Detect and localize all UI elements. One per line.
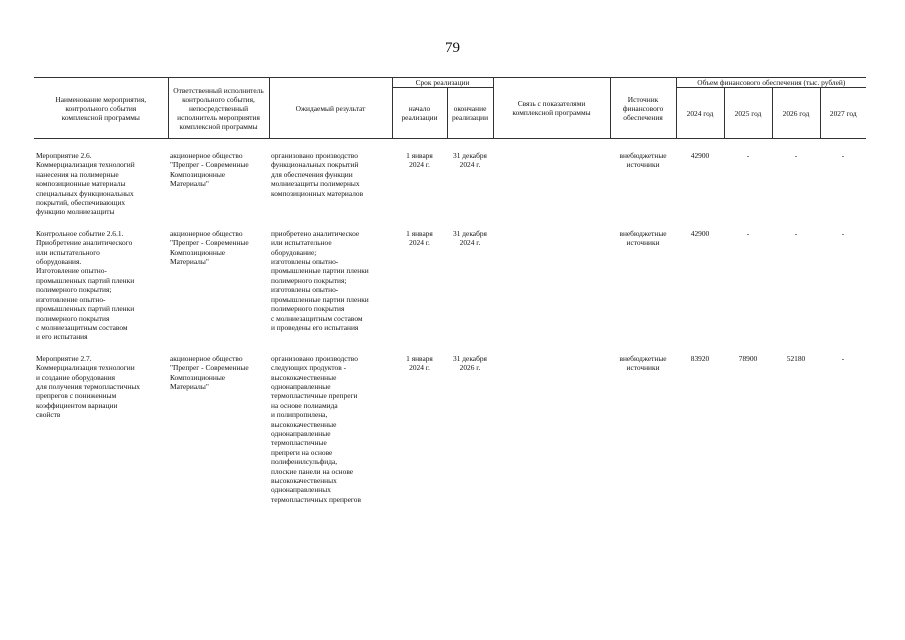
cell-start: 1 января 2024 г. [406, 228, 433, 248]
header-executor: Ответственный исполнитель контрольного события, непосредственный исполнитель мероприятия комплексной программы [168, 78, 269, 139]
table-header [34, 78, 866, 139]
cell-link [493, 344, 610, 507]
cell-source: внебюджетные источники [619, 228, 667, 248]
cell-link [493, 139, 610, 219]
cell-2024: 83920 [690, 353, 710, 363]
cell-result: приобретено аналитическое или испытательное оборудование; изготовлены опытно- промышленные партии пленки полимерного покрытия; изготовлены опытно- промышленные партии пленки полимерного покрытия с молниезащитным составом и проведены его испытания [271, 228, 369, 332]
header-result: Ожидаемый результат [269, 78, 392, 139]
cell-2025: - [746, 228, 750, 238]
cell-2027: - [841, 151, 845, 160]
complex-program-table [34, 77, 866, 506]
cell-executor: акционерное общество "Препрег - Современные Композиционные Материалы" [170, 151, 249, 189]
header-end: окончание реализации [447, 88, 493, 139]
header-year-2026: 2026 год [772, 88, 820, 139]
cell-link [493, 219, 610, 344]
cell-name: Мероприятие 2.6. Коммерциализация технологий нанесения на полимерные композиционные материалы специальных функциональных покрытий, обеспечивающих функцию молниезащиты [36, 151, 135, 217]
table-row [34, 219, 866, 344]
cell-start: 1 января 2024 г. [406, 151, 433, 170]
header-finance: Объем финансового обеспечения (тыс. рублей) [676, 78, 866, 88]
cell-end: 31 декабря 2024 г. [453, 151, 487, 170]
header-start: начало реализации [392, 88, 447, 139]
page-number: 79 [445, 40, 460, 56]
cell-2027: - [841, 228, 845, 238]
cell-result: организовано производство функциональных покрытий для обеспечения функции молниезащиты полимерных композиционных материалов [271, 151, 364, 198]
cell-2025: - [746, 151, 750, 160]
header-year-2025: 2025 год [724, 88, 772, 139]
cell-name: Мероприятие 2.7. Коммерциализация технологии и создание оборудования для получения термопластичных препрегов с пониженным коэффициентом вариации свойств [36, 353, 140, 420]
cell-2024: 42900 [690, 228, 710, 238]
cell-2025: 78900 [738, 353, 758, 363]
header-source: Источник финансового обеспечения [610, 78, 676, 139]
cell-2026: 52180 [786, 353, 806, 363]
header-name: Наименование мероприятия, контрольного события комплексной программы [34, 78, 168, 139]
cell-source: внебюджетные источники [619, 353, 667, 373]
table-row [34, 139, 866, 219]
cell-executor: акционерное общество "Препрег - Современные Композиционные Материалы" [170, 353, 249, 391]
cell-start: 1 января 2024 г. [406, 353, 433, 373]
table-row [34, 344, 866, 507]
header-link: Связь с показателями комплексной программы [493, 78, 610, 139]
cell-name: Контрольное событие 2.6.1. Приобретение аналитического или испытательного оборудования. Изготовление опытно- промышленных партий пленки полимерного покрытия; изготовление опытно- промышленных партий пленки полимерного покрытия с молниезащитным составом и его испытания [36, 228, 135, 342]
header-year-2024: 2024 год [676, 88, 724, 139]
cell-end: 31 декабря 2024 г. [453, 228, 487, 248]
cell-2026: - [794, 228, 798, 238]
cell-end: 31 декабря 2026 г. [453, 353, 487, 373]
header-year-2027: 2027 год [820, 88, 866, 139]
cell-executor: акционерное общество "Препрег - Современные Композиционные Материалы" [170, 228, 249, 267]
cell-2027: - [841, 353, 845, 363]
cell-2026: - [794, 151, 798, 160]
cell-source: внебюджетные источники [619, 151, 667, 170]
header-period: Срок реализации [392, 78, 493, 88]
cell-2024: 42900 [690, 151, 710, 160]
cell-result: организовано производство следующих продуктов - высококачественные однонаправленные термопластичные препреги на основе полиамида и полипропилена, высококачественные однонаправленные термопластичные препреги на основе полифенилсульфида, плоские панели на основе высококачественных однонаправленных термопластичных препрегов [271, 353, 361, 504]
